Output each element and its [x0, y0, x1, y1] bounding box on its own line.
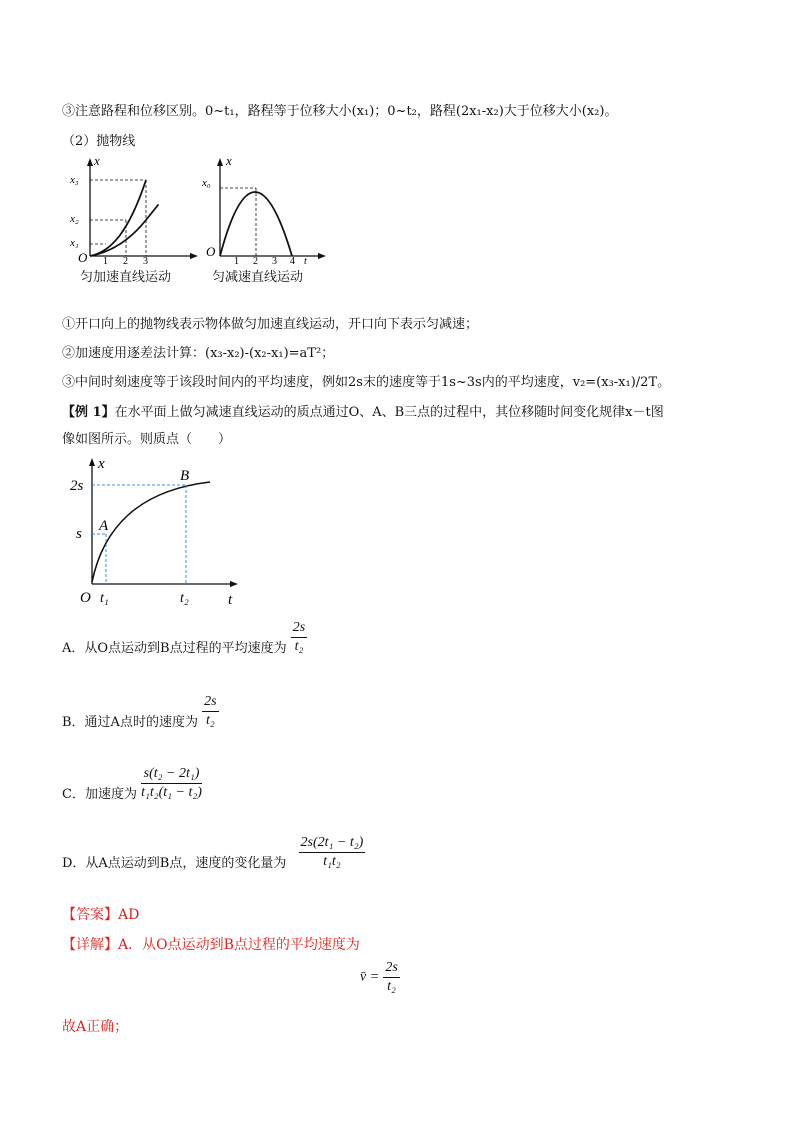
example-question	[62, 401, 664, 420]
tick-1: 1	[234, 256, 239, 264]
origin-label: O	[80, 590, 91, 606]
x-axis-arrow	[89, 458, 95, 466]
formula-numerator: s(t₂ − 2t₁)	[141, 766, 202, 784]
x-axis-arrow	[318, 253, 326, 259]
option-a-text: A．从O点运动到B点过程的平均速度为	[62, 641, 287, 656]
y-axis-arrow	[217, 158, 223, 166]
point-3: ③中间时刻速度等于该段时间内的平均速度，例如2s末的速度等于1s~3s内的平均速度，v₂=(x₃-x₁)/2T。	[62, 375, 671, 390]
y-axis-label: x	[226, 153, 232, 168]
t-axis-label: t	[228, 592, 233, 608]
tick-x1: x₁	[70, 237, 79, 249]
option-b-text: B．通过A点时的速度为	[62, 715, 198, 730]
formula-numerator: 2s(2t₁ − t₂)	[299, 835, 366, 853]
y-axis-label: x	[94, 153, 100, 168]
tick-s: s	[76, 526, 82, 542]
formula-denominator: t₂	[387, 979, 396, 994]
xt-curve	[92, 482, 210, 582]
caption-decelerating: 匀减速直线运动	[212, 270, 304, 285]
graph-example-xt	[70, 452, 250, 608]
point-2: ②加速度用逐差法计算：(x₃-x₂)-(x₂-x₁)=aT²；	[62, 346, 335, 361]
example-text: 在水平面上做匀减速直线运动的质点通过O、A、B三点的过程中，其位移随时间变化规律x－t图	[114, 405, 664, 420]
point-a-label: A	[99, 518, 109, 534]
parabola-up-curve	[90, 180, 158, 256]
rule-3-text: ③注意路程和位移区别。0~t₁，路程等于位移大小(x₁)；0~t₂，路程(2x₁-x₂)大于位移大小(x₂)。	[62, 104, 618, 119]
tick-x2: x₂	[70, 213, 79, 225]
x-axis-arrow	[190, 253, 198, 259]
point-1: ①开口向上的抛物线表示物体做匀加速直线运动，开口向下表示匀减速；	[62, 317, 479, 332]
tick-t2: t₂	[180, 591, 189, 606]
caption-accelerating: 匀加速直线运动	[80, 270, 172, 285]
tick-2: 2	[123, 256, 128, 264]
formula-denominator: t₁t₂(t₁ − t₂)	[141, 785, 202, 800]
t-axis-arrow	[230, 581, 238, 587]
option-c-text: C．加速度为	[62, 787, 137, 802]
detail-label: 【详解】A．从O点运动到B点过程的平均速度为	[62, 937, 360, 953]
y-axis-arrow	[87, 158, 93, 166]
option-a-formula	[291, 620, 307, 655]
formula-lhs: v̄ =	[360, 969, 380, 985]
formula-numerator: 2s	[383, 960, 399, 978]
tick-2: 2	[253, 256, 258, 264]
tick-x0: x₀	[202, 177, 211, 189]
tick-x3: x₃	[70, 174, 79, 186]
t-axis-label: t	[304, 256, 307, 264]
option-d-formula	[299, 835, 366, 870]
option-c[interactable]	[62, 766, 202, 802]
option-d[interactable]	[62, 835, 365, 871]
origin-label: O	[78, 250, 88, 264]
tick-4: 4	[290, 256, 295, 264]
example-label: 【例 1】	[62, 405, 115, 420]
formula-denominator: t₁t₂	[323, 854, 341, 869]
example-question-cont: 像如图所示。则质点（ ）	[62, 432, 232, 447]
point-b-label: B	[180, 468, 190, 484]
graph-accelerating	[62, 152, 202, 264]
option-c-formula	[141, 766, 202, 801]
avg-velocity-formula	[360, 960, 400, 995]
formula-fraction	[383, 960, 399, 995]
tick-2s: 2s	[70, 478, 84, 494]
option-a[interactable]	[62, 620, 307, 656]
formula-denominator: t₂	[205, 713, 215, 728]
option-b[interactable]	[62, 694, 219, 730]
y-axis-label: x	[98, 456, 105, 472]
formula-numerator: 2s	[202, 694, 218, 712]
answer-label: 【答案】AD	[62, 907, 140, 923]
tick-t1: t₁	[100, 591, 109, 606]
tick-3: 3	[143, 256, 148, 264]
formula-denominator: t₂	[294, 639, 304, 654]
formula-numerator: 2s	[291, 620, 307, 638]
conclusion-text: 故A正确；	[62, 1019, 129, 1035]
section-heading-parabola: （2）抛物线	[62, 134, 136, 149]
tick-3: 3	[272, 256, 277, 264]
option-b-formula	[202, 694, 218, 729]
tick-1: 1	[103, 256, 108, 264]
origin-label: O	[206, 244, 216, 259]
graph-decelerating	[200, 152, 330, 264]
option-d-text: D．从A点运动到B点，速度的变化量为	[62, 856, 287, 871]
